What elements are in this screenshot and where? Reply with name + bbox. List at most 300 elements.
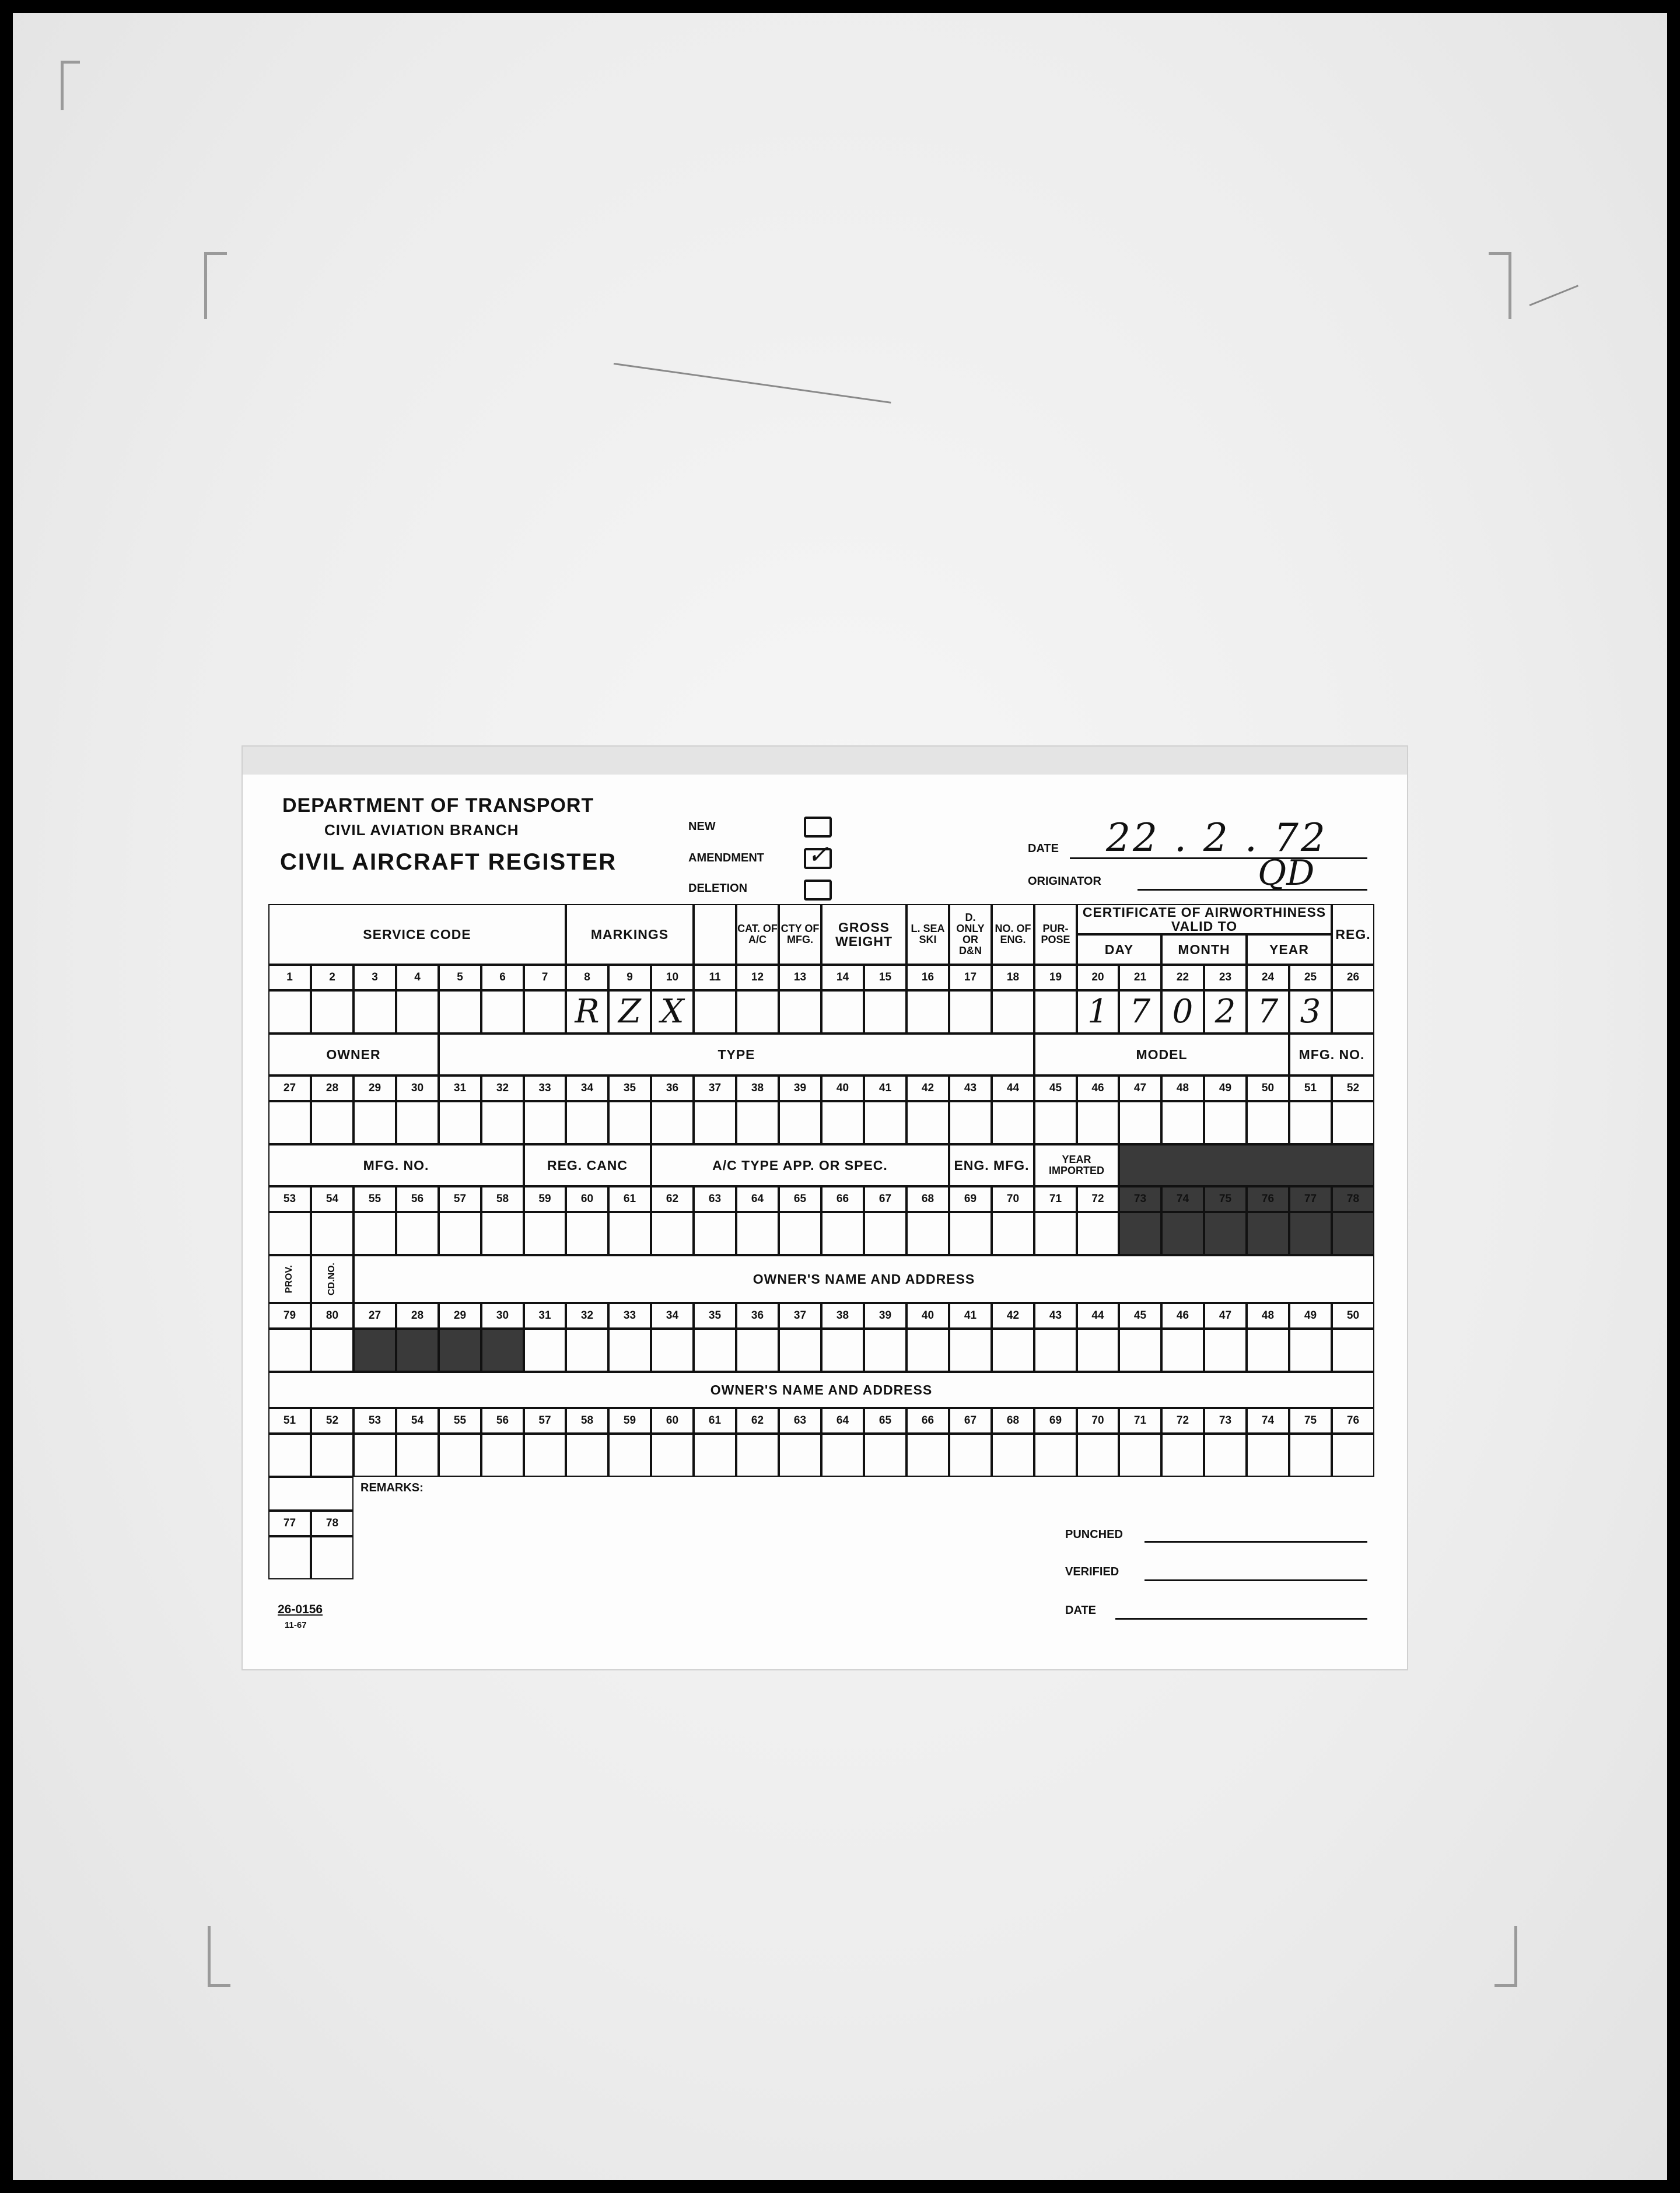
section2-col-number: 38 — [736, 1076, 779, 1101]
section1-col-number: 8 — [566, 965, 608, 990]
section4-col-number: 44 — [1077, 1303, 1119, 1329]
section5-entry-cell[interactable] — [736, 1434, 779, 1477]
section5-col-number: 52 — [311, 1408, 354, 1434]
section1-col-number: 21 — [1119, 965, 1161, 990]
amendment-checkmark: ✓ — [807, 840, 829, 870]
section4-entry-cell[interactable] — [694, 1329, 736, 1372]
signoff-date-line — [1115, 1618, 1367, 1620]
section1-entry-cell[interactable] — [736, 990, 779, 1034]
section3-col-number: 57 — [439, 1186, 481, 1212]
section1-col-number: 22 — [1161, 965, 1204, 990]
form-date: 11-67 — [285, 1620, 307, 1630]
section1-entry-cell[interactable] — [1034, 990, 1077, 1034]
section1-col-number: 3 — [354, 965, 396, 990]
spacer-header — [694, 904, 736, 965]
section3-entry-cell — [1161, 1212, 1204, 1255]
ac-type-header: A/C TYPE APP. OR SPEC. — [651, 1144, 949, 1186]
section4-entry-cell — [354, 1329, 396, 1372]
section4-entry-cell[interactable] — [268, 1329, 311, 1372]
section4-col-number: 34 — [651, 1303, 694, 1329]
section4-entry-cell — [396, 1329, 439, 1372]
section3-entry-cell[interactable] — [907, 1212, 949, 1255]
section5-col-number: 62 — [736, 1408, 779, 1434]
engines-header: NO. OF ENG. — [992, 904, 1034, 965]
section1-col-number: 6 — [481, 965, 524, 990]
section2-entry-cell[interactable] — [396, 1101, 439, 1144]
section2-entry-cell[interactable] — [311, 1101, 354, 1144]
section1-col-number: 14 — [821, 965, 864, 990]
cat-header: CAT. OF A/C — [736, 904, 779, 965]
section3-col-number: 59 — [524, 1186, 566, 1212]
section5-entry-cell[interactable] — [992, 1434, 1034, 1477]
section1-entry-cell[interactable] — [524, 990, 566, 1034]
section2-entry-cell[interactable] — [439, 1101, 481, 1144]
section3-col-number: 56 — [396, 1186, 439, 1212]
section4-entry-cell[interactable] — [907, 1329, 949, 1372]
section3-entry-cell — [1204, 1212, 1247, 1255]
section2-entry-cell[interactable] — [949, 1101, 992, 1144]
mfg-no-header: MFG. NO. — [1289, 1034, 1374, 1076]
owner-header: OWNER — [268, 1034, 439, 1076]
section5-col-number: 55 — [439, 1408, 481, 1434]
section2-col-number: 50 — [1247, 1076, 1289, 1101]
section3-col-number: 75 — [1204, 1186, 1247, 1212]
owner-address-header-2: OWNER'S NAME AND ADDRESS — [268, 1372, 1374, 1408]
section1-entry-cell[interactable] — [821, 990, 864, 1034]
section2-col-number: 44 — [992, 1076, 1034, 1101]
section4-entry-cell[interactable] — [779, 1329, 821, 1372]
section1-entry-cell[interactable]: 7 — [1247, 990, 1289, 1034]
section5-col-number: 54 — [396, 1408, 439, 1434]
section2-entry-cell[interactable] — [694, 1101, 736, 1144]
section3-entry-cell[interactable] — [396, 1212, 439, 1255]
section5-entry-cell[interactable] — [949, 1434, 992, 1477]
section3-col-number: 72 — [1077, 1186, 1119, 1212]
remarks-label: REMARKS: — [360, 1481, 424, 1494]
certificate-header: CERTIFICATE OF AIRWORTHINESS VALID TO — [1077, 904, 1332, 934]
register-card — [243, 747, 1407, 1669]
section1-col-number: 2 — [311, 965, 354, 990]
section5-col-number: 61 — [694, 1408, 736, 1434]
section3-entry-cell[interactable] — [311, 1212, 354, 1255]
section4-entry-cell[interactable] — [1161, 1329, 1204, 1372]
reg-canc-header: REG. CANC — [524, 1144, 651, 1186]
section3-col-number: 61 — [608, 1186, 651, 1212]
section1-entry-cell[interactable]: 7 — [1119, 990, 1161, 1034]
section2-col-number: 27 — [268, 1076, 311, 1101]
section2-col-number: 40 — [821, 1076, 864, 1101]
markings-header: MARKINGS — [566, 904, 694, 965]
section1-col-number: 26 — [1332, 965, 1374, 990]
section2-col-number: 42 — [907, 1076, 949, 1101]
section2-entry-cell[interactable] — [608, 1101, 651, 1144]
section4-entry-cell[interactable] — [736, 1329, 779, 1372]
section1-entry-cell[interactable] — [311, 990, 354, 1034]
section3-col-number: 73 — [1119, 1186, 1161, 1212]
cert-year-header: YEAR — [1247, 934, 1332, 965]
year-imported-header: YEAR IMPORTED — [1034, 1144, 1119, 1186]
section3-entry-cell[interactable] — [608, 1212, 651, 1255]
section4-entry-cell[interactable] — [864, 1329, 907, 1372]
owner-address-header: OWNER'S NAME AND ADDRESS — [354, 1255, 1374, 1303]
section5-entry-cell[interactable] — [1289, 1434, 1332, 1477]
section2-entry-cell[interactable] — [992, 1101, 1034, 1144]
section5-entry-cell[interactable] — [1161, 1434, 1204, 1477]
section5-col-number: 58 — [566, 1408, 608, 1434]
section2-col-number: 46 — [1077, 1076, 1119, 1101]
section1-entry-cell[interactable]: R — [566, 990, 608, 1034]
amendment-label: AMENDMENT — [688, 852, 764, 864]
section4-col-number: 37 — [779, 1303, 821, 1329]
section4-col-number: 36 — [736, 1303, 779, 1329]
section4-entry-cell[interactable] — [1077, 1329, 1119, 1372]
cert-day-header: DAY — [1077, 934, 1161, 965]
deletion-label: DELETION — [688, 882, 748, 895]
section4-entry-cell[interactable] — [651, 1329, 694, 1372]
section2-col-number: 34 — [566, 1076, 608, 1101]
section4-col-number: 80 — [311, 1303, 354, 1329]
section3-entry-cell[interactable] — [651, 1212, 694, 1255]
section5-entry-cell[interactable] — [907, 1434, 949, 1477]
section1-entry-cell[interactable]: 2 — [1204, 990, 1247, 1034]
section3-col-number: 64 — [736, 1186, 779, 1212]
section3-entry-cell[interactable] — [1077, 1212, 1119, 1255]
section4-entry-cell — [439, 1329, 481, 1372]
section2-col-number: 35 — [608, 1076, 651, 1101]
model-header: MODEL — [1034, 1034, 1289, 1076]
section2-col-number: 41 — [864, 1076, 907, 1101]
section3-col-number: 77 — [1289, 1186, 1332, 1212]
section5-entry-cell[interactable] — [396, 1434, 439, 1477]
section2-col-number: 32 — [481, 1076, 524, 1101]
section4-entry-cell[interactable] — [1034, 1329, 1077, 1372]
section5-entry-cell[interactable] — [481, 1434, 524, 1477]
section5-entry-cell[interactable] — [354, 1434, 396, 1477]
section4-entry-cell[interactable] — [608, 1329, 651, 1372]
section5-entry-cell[interactable] — [694, 1434, 736, 1477]
section1-entry-cell[interactable]: X — [651, 990, 694, 1034]
section1-col-number: 11 — [694, 965, 736, 990]
section1-col-number: 25 — [1289, 965, 1332, 990]
section5-col-number: 56 — [481, 1408, 524, 1434]
section3-entry-cell[interactable] — [949, 1212, 992, 1255]
section4-entry-cell[interactable] — [949, 1329, 992, 1372]
day-night-header: D. ONLY OR D&N — [949, 904, 992, 965]
section3-entry-cell[interactable] — [439, 1212, 481, 1255]
service-code-header: SERVICE CODE — [268, 904, 566, 965]
section4-entry-cell[interactable] — [566, 1329, 608, 1372]
section5-col-number: 67 — [949, 1408, 992, 1434]
cert-month-header: MONTH — [1161, 934, 1247, 965]
section4-entry-cell[interactable] — [992, 1329, 1034, 1372]
prov-header — [268, 1255, 311, 1303]
section2-entry-cell[interactable] — [907, 1101, 949, 1144]
section5-entry-cell[interactable] — [779, 1434, 821, 1477]
section2-entry-cell[interactable] — [779, 1101, 821, 1144]
section1-entry-cell[interactable] — [354, 990, 396, 1034]
section2-col-number: 31 — [439, 1076, 481, 1101]
section3-col-number: 70 — [992, 1186, 1034, 1212]
section3-col-number: 63 — [694, 1186, 736, 1212]
section2-col-number: 43 — [949, 1076, 992, 1101]
register-grid — [268, 904, 1374, 1686]
section1-entry-cell[interactable] — [992, 990, 1034, 1034]
section3-entry-cell[interactable] — [821, 1212, 864, 1255]
section5-col-number: 63 — [779, 1408, 821, 1434]
section1-entry-cell[interactable] — [439, 990, 481, 1034]
section1-col-number: 19 — [1034, 965, 1077, 990]
section3-entry-cell — [1119, 1212, 1161, 1255]
section1-entry-cell[interactable] — [396, 990, 439, 1034]
section4-col-number: 29 — [439, 1303, 481, 1329]
section2-col-number: 37 — [694, 1076, 736, 1101]
section3-col-number: 66 — [821, 1186, 864, 1212]
section4-col-number: 50 — [1332, 1303, 1374, 1329]
section4-col-number: 32 — [566, 1303, 608, 1329]
section5-entry-cell[interactable] — [1119, 1434, 1161, 1477]
section1-entry-cell[interactable]: Z — [608, 990, 651, 1034]
eng-mfg-header: ENG. MFG. — [949, 1144, 1034, 1186]
section5-col-number: 68 — [992, 1408, 1034, 1434]
verified-line — [1144, 1579, 1367, 1581]
crop-mark-top-left — [204, 252, 227, 319]
section3-entry-cell[interactable] — [992, 1212, 1034, 1255]
country-header: CTY OF MFG. — [779, 904, 821, 965]
section1-entry-cell[interactable] — [864, 990, 907, 1034]
section1-col-number: 1 — [268, 965, 311, 990]
section5-entry-cell[interactable] — [1204, 1434, 1247, 1477]
section5-entry-cell[interactable] — [1247, 1434, 1289, 1477]
section3-entry-cell[interactable] — [779, 1212, 821, 1255]
section6-entry-cell[interactable] — [311, 1536, 354, 1579]
section5-entry-cell[interactable] — [566, 1434, 608, 1477]
section4-col-number: 30 — [481, 1303, 524, 1329]
punched-label: PUNCHED — [1065, 1528, 1123, 1541]
date-label: DATE — [1028, 842, 1059, 855]
section2-col-number: 29 — [354, 1076, 396, 1101]
section4-col-number: 49 — [1289, 1303, 1332, 1329]
section1-entry-cell[interactable] — [268, 990, 311, 1034]
section5-entry-cell[interactable] — [268, 1434, 311, 1477]
section2-col-number: 30 — [396, 1076, 439, 1101]
section4-entry-cell[interactable] — [311, 1329, 354, 1372]
section5-entry-cell[interactable] — [1034, 1434, 1077, 1477]
cd-no-label: CD.NO. — [327, 1263, 337, 1295]
section3-entry-cell[interactable] — [694, 1212, 736, 1255]
section5-entry-cell[interactable] — [1077, 1434, 1119, 1477]
section4-col-number: 33 — [608, 1303, 651, 1329]
land-sea-ski-header: L. SEA SKI — [907, 904, 949, 965]
section3-col-number: 69 — [949, 1186, 992, 1212]
section6-entry-cell[interactable] — [268, 1536, 311, 1579]
section3-col-number: 67 — [864, 1186, 907, 1212]
section2-col-number: 45 — [1034, 1076, 1077, 1101]
date-value: 22 . 2 . 72 — [1106, 815, 1328, 860]
section5-col-number: 71 — [1119, 1408, 1161, 1434]
section3-entry-cell[interactable] — [736, 1212, 779, 1255]
crop-mark-top-right — [1489, 252, 1511, 319]
section3-col-number: 76 — [1247, 1186, 1289, 1212]
section5-entry-cell[interactable] — [651, 1434, 694, 1477]
purpose-header: PUR- POSE — [1034, 904, 1077, 965]
section4-entry-cell[interactable] — [1204, 1329, 1247, 1372]
section4-col-number: 40 — [907, 1303, 949, 1329]
reg-header: REG. — [1332, 904, 1374, 965]
section1-entry-cell[interactable]: 0 — [1161, 990, 1204, 1034]
section1-entry-cell[interactable] — [694, 990, 736, 1034]
section1-col-number: 24 — [1247, 965, 1289, 990]
section1-col-number: 18 — [992, 965, 1034, 990]
section5-entry-cell[interactable] — [1332, 1434, 1374, 1477]
section2-entry-cell[interactable] — [1077, 1101, 1119, 1144]
section1-col-number: 16 — [907, 965, 949, 990]
section3-col-number: 54 — [311, 1186, 354, 1212]
new-label: NEW — [688, 820, 716, 833]
verified-label: VERIFIED — [1065, 1565, 1119, 1578]
cd-no-header — [311, 1255, 354, 1303]
section1-entry-cell[interactable] — [481, 990, 524, 1034]
section5-entry-cell[interactable] — [524, 1434, 566, 1477]
section5-col-number: 65 — [864, 1408, 907, 1434]
form-number: 26-0156 — [278, 1603, 323, 1616]
prov-label: PROV. — [284, 1264, 295, 1294]
section2-col-number: 51 — [1289, 1076, 1332, 1101]
crop-mark-bottom-right — [1494, 1926, 1517, 1987]
section5-col-number: 57 — [524, 1408, 566, 1434]
section4-col-number: 41 — [949, 1303, 992, 1329]
section3-col-number: 62 — [651, 1186, 694, 1212]
crop-mark-bottom-left — [208, 1926, 230, 1987]
section3-entry-cell[interactable] — [864, 1212, 907, 1255]
section3-entry-cell[interactable] — [481, 1212, 524, 1255]
section4-col-number: 46 — [1161, 1303, 1204, 1329]
remarks-left-spacer — [268, 1477, 354, 1511]
section2-entry-cell[interactable] — [1247, 1101, 1289, 1144]
section4-entry-cell — [481, 1329, 524, 1372]
section1-entry-cell[interactable]: 1 — [1077, 990, 1119, 1034]
section6-col-number: 78 — [311, 1511, 354, 1536]
section2-entry-cell[interactable] — [1332, 1101, 1374, 1144]
section4-entry-cell[interactable] — [821, 1329, 864, 1372]
section1-entry-cell[interactable] — [779, 990, 821, 1034]
section2-entry-cell[interactable] — [524, 1101, 566, 1144]
section3-entry-cell[interactable] — [524, 1212, 566, 1255]
section2-col-number: 49 — [1204, 1076, 1247, 1101]
section5-col-number: 76 — [1332, 1408, 1374, 1434]
section2-entry-cell[interactable] — [1161, 1101, 1204, 1144]
section5-col-number: 74 — [1247, 1408, 1289, 1434]
section1-col-number: 20 — [1077, 965, 1119, 990]
deletion-checkbox[interactable] — [804, 880, 832, 901]
section5-entry-cell[interactable] — [439, 1434, 481, 1477]
section3-col-number: 78 — [1332, 1186, 1374, 1212]
section2-entry-cell[interactable] — [354, 1101, 396, 1144]
section4-col-number: 42 — [992, 1303, 1034, 1329]
section1-col-number: 7 — [524, 965, 566, 990]
section2-entry-cell[interactable] — [1289, 1101, 1332, 1144]
section1-entry-cell[interactable] — [1332, 990, 1374, 1034]
section4-col-number: 79 — [268, 1303, 311, 1329]
section2-entry-cell[interactable] — [864, 1101, 907, 1144]
section3-entry-cell[interactable] — [1034, 1212, 1077, 1255]
section4-col-number: 28 — [396, 1303, 439, 1329]
section5-entry-cell[interactable] — [311, 1434, 354, 1477]
section4-col-number: 47 — [1204, 1303, 1247, 1329]
section1-entry-cell[interactable] — [949, 990, 992, 1034]
section2-entry-cell[interactable] — [1119, 1101, 1161, 1144]
section4-entry-cell[interactable] — [524, 1329, 566, 1372]
section4-entry-cell[interactable] — [1289, 1329, 1332, 1372]
section2-col-number: 39 — [779, 1076, 821, 1101]
section2-entry-cell[interactable] — [821, 1101, 864, 1144]
new-checkbox[interactable] — [804, 817, 832, 838]
section4-col-number: 27 — [354, 1303, 396, 1329]
section2-entry-cell[interactable] — [651, 1101, 694, 1144]
section1-col-number: 23 — [1204, 965, 1247, 990]
section2-entry-cell[interactable] — [736, 1101, 779, 1144]
section5-col-number: 60 — [651, 1408, 694, 1434]
section5-col-number: 75 — [1289, 1408, 1332, 1434]
section5-entry-cell[interactable] — [821, 1434, 864, 1477]
originator-value: QD — [1258, 853, 1315, 894]
section5-col-number: 72 — [1161, 1408, 1204, 1434]
section5-col-number: 69 — [1034, 1408, 1077, 1434]
section2-col-number: 48 — [1161, 1076, 1204, 1101]
dept-title: DEPARTMENT OF TRANSPORT — [282, 794, 594, 817]
section6-col-number: 77 — [268, 1511, 311, 1536]
signoff-date-label: DATE — [1065, 1604, 1096, 1617]
section4-col-number: 35 — [694, 1303, 736, 1329]
section1-col-number: 5 — [439, 965, 481, 990]
section5-entry-cell[interactable] — [608, 1434, 651, 1477]
section3-col-number: 65 — [779, 1186, 821, 1212]
type-header: TYPE — [439, 1034, 1034, 1076]
section1-entry-cell[interactable] — [907, 990, 949, 1034]
section2-entry-cell[interactable] — [1034, 1101, 1077, 1144]
section1-col-number: 9 — [608, 965, 651, 990]
section2-entry-cell[interactable] — [566, 1101, 608, 1144]
section3-col-number: 71 — [1034, 1186, 1077, 1212]
card-fold-shadow — [243, 747, 1407, 775]
section5-col-number: 59 — [608, 1408, 651, 1434]
section3-entry-cell — [1247, 1212, 1289, 1255]
section4-entry-cell[interactable] — [1119, 1329, 1161, 1372]
originator-label: ORIGINATOR — [1028, 875, 1101, 888]
section5-entry-cell[interactable] — [864, 1434, 907, 1477]
mfg-no-header-2: MFG. NO. — [268, 1144, 524, 1186]
section3-col-number: 55 — [354, 1186, 396, 1212]
section2-entry-cell[interactable] — [268, 1101, 311, 1144]
section2-col-number: 36 — [651, 1076, 694, 1101]
section4-entry-cell[interactable] — [1332, 1329, 1374, 1372]
section3-col-number: 74 — [1161, 1186, 1204, 1212]
section3-entry-cell[interactable] — [354, 1212, 396, 1255]
section3-col-number: 68 — [907, 1186, 949, 1212]
section2-entry-cell[interactable] — [481, 1101, 524, 1144]
section3-entry-cell[interactable] — [268, 1212, 311, 1255]
section3-entry-cell — [1289, 1212, 1332, 1255]
section4-col-number: 48 — [1247, 1303, 1289, 1329]
section4-entry-cell[interactable] — [1247, 1329, 1289, 1372]
section1-col-number: 10 — [651, 965, 694, 990]
section3-entry-cell[interactable] — [566, 1212, 608, 1255]
section2-col-number: 28 — [311, 1076, 354, 1101]
section1-col-number: 12 — [736, 965, 779, 990]
section1-col-number: 15 — [864, 965, 907, 990]
section1-entry-cell[interactable]: 3 — [1289, 990, 1332, 1034]
section2-entry-cell[interactable] — [1204, 1101, 1247, 1144]
section3-col-number: 60 — [566, 1186, 608, 1212]
